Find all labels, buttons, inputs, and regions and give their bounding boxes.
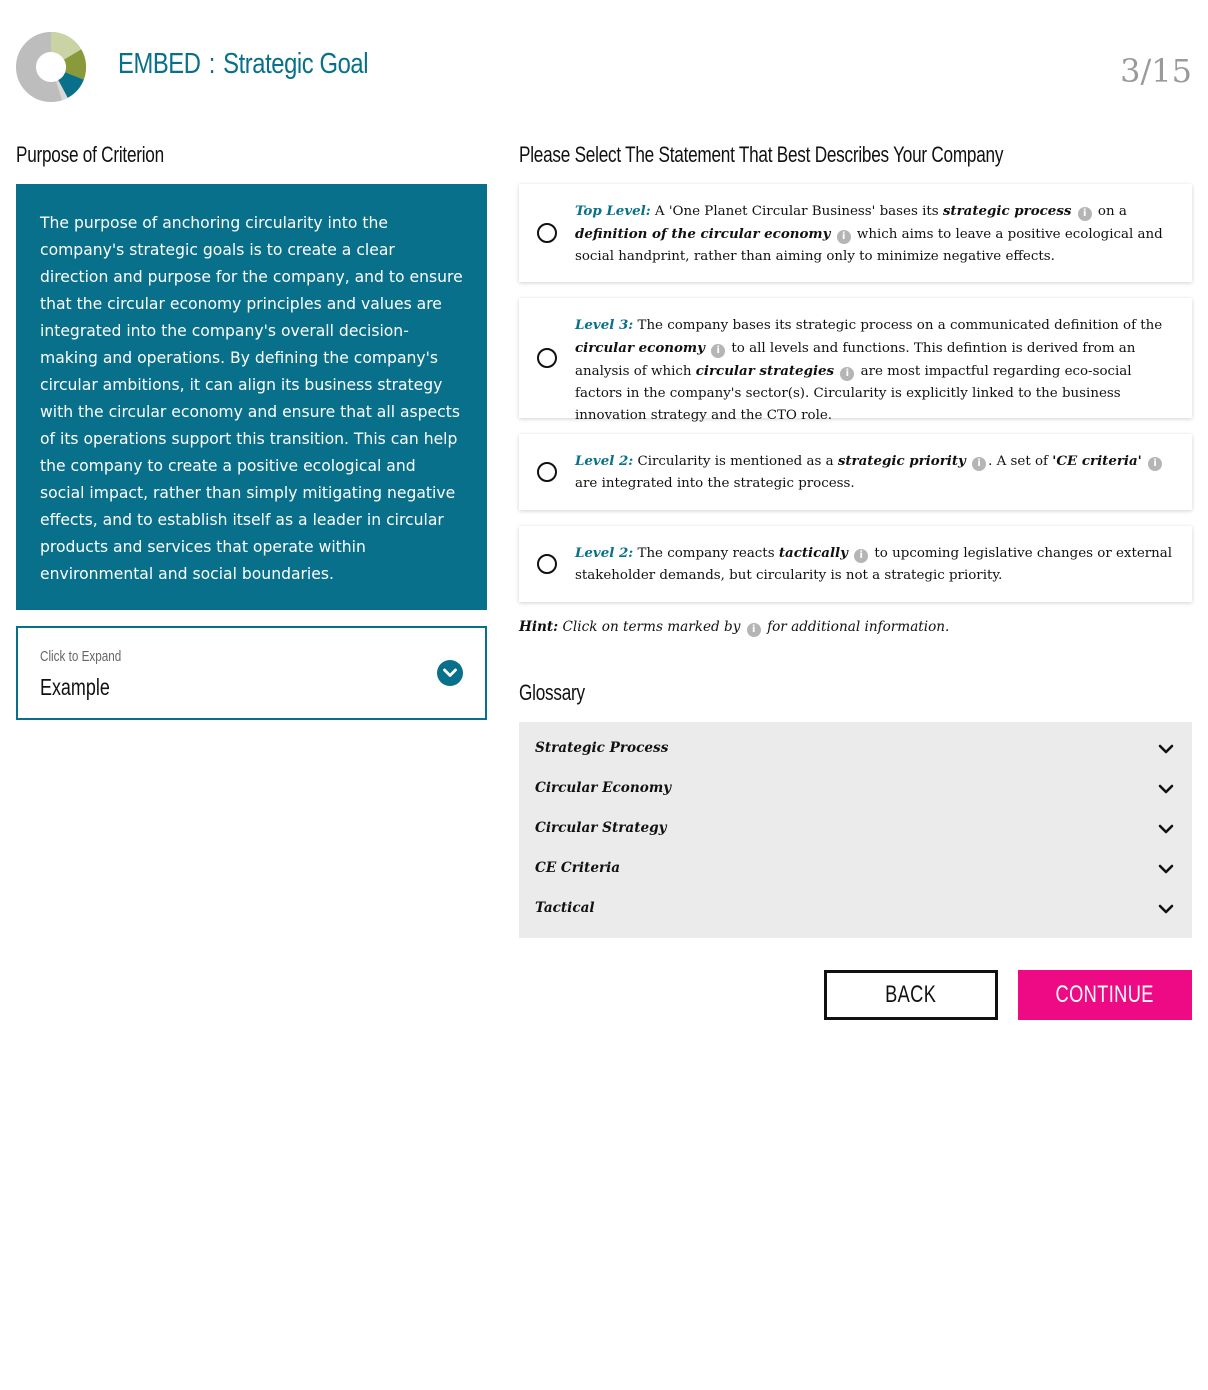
- option-text: [575, 200, 1178, 268]
- level-label: Level 3:: [575, 317, 634, 333]
- term-definition-circular-economy[interactable]: definition of the circular economy: [575, 226, 831, 242]
- info-icon[interactable]: i: [1078, 207, 1092, 221]
- term-strategic-priority[interactable]: strategic priority: [837, 453, 966, 469]
- info-icon[interactable]: i: [837, 230, 851, 244]
- example-title: Example: [40, 674, 110, 700]
- level-label: Level 2:: [575, 453, 634, 469]
- back-button[interactable]: [824, 970, 998, 1020]
- continue-button[interactable]: [1018, 970, 1192, 1020]
- info-icon[interactable]: i: [1148, 457, 1162, 471]
- radio-level-2a[interactable]: [537, 462, 557, 482]
- option-text-part: The company reacts: [633, 546, 779, 561]
- info-icon[interactable]: i: [840, 367, 854, 381]
- page-counter: 3/15: [1120, 52, 1192, 90]
- option-text: [575, 450, 1178, 495]
- purpose-panel: [16, 184, 487, 610]
- criterion-name: Strategic Goal: [223, 48, 369, 80]
- option-text-part: . A set of: [988, 454, 1053, 469]
- option-level-2a[interactable]: [519, 434, 1192, 510]
- purpose-text: The purpose of anchoring circularity into the company's strategic goals is to create a clear direction and purpose for the company, and to ensure that the circular economy principles and values are integrated into the company's overall decision-making and operations. By defining the company's circular ambitions, it can align its business strategy with the circular economy and ensure that all aspects of its operations support this transition. This can help the company to create a positive ecological and social impact, rather than simply mitigating negative effects, and to establish itself as a leader in circular products and services that operate within environmental and social boundaries.: [40, 214, 463, 583]
- title-separator: :: [208, 48, 215, 80]
- term-ce-criteria[interactable]: 'CE criteria': [1052, 453, 1142, 469]
- chevron-down-icon[interactable]: [1158, 784, 1174, 795]
- option-text: [575, 542, 1178, 587]
- chevron-down-icon[interactable]: [1158, 904, 1174, 915]
- term-circular-economy[interactable]: circular economy: [575, 340, 705, 356]
- continue-button-label: CONTINUE: [1055, 981, 1155, 1008]
- option-level-2b[interactable]: [519, 526, 1192, 602]
- glossary-item-label: CE Criteria: [535, 860, 621, 876]
- option-text-part: to upcoming legislative changes or external stakeholder demands, but circularity is not a strategic priority.: [575, 546, 1173, 583]
- term-strategic-process[interactable]: strategic process: [942, 203, 1072, 219]
- option-text-part: A 'One Planet Circular Business' bases its: [650, 204, 943, 219]
- info-icon[interactable]: i: [711, 344, 725, 358]
- back-button-label: BACK: [885, 981, 937, 1008]
- example-expander[interactable]: [16, 626, 487, 720]
- level-label: Level 2:: [575, 545, 634, 561]
- page-header: [16, 32, 1192, 104]
- hint-label: Hint:: [519, 619, 559, 635]
- option-text-part: on a: [1093, 204, 1127, 219]
- donut-progress-logo-icon: [16, 32, 86, 102]
- info-icon[interactable]: i: [854, 549, 868, 563]
- chevron-down-icon[interactable]: [1158, 864, 1174, 875]
- radio-level-2b[interactable]: [537, 554, 557, 574]
- selection-heading: Please Select The Statement That Best Describes Your Company: [519, 142, 1004, 167]
- hint-text: [519, 619, 949, 637]
- radio-top-level[interactable]: [537, 223, 557, 243]
- expand-hint: Click to Expand: [40, 648, 122, 665]
- info-icon[interactable]: i: [972, 457, 986, 471]
- hint-part: Click on terms marked by: [558, 619, 745, 635]
- option-text-part: are most impactful regarding eco-social factors in the company's sector(s). Circularity is explicitly linked to the business innovation strategy and the CTO role.: [575, 364, 1132, 423]
- chevron-down-icon[interactable]: [1158, 744, 1174, 755]
- glossary-item-tactical[interactable]: [535, 900, 1174, 924]
- glossary-item-strategic-process[interactable]: [535, 740, 1174, 764]
- option-level-3[interactable]: [519, 298, 1192, 423]
- glossary-item-circular-economy[interactable]: [535, 780, 1174, 804]
- option-text: [575, 314, 1178, 427]
- section-name: EMBED: [118, 48, 201, 80]
- option-text-part: Circularity is mentioned as a: [633, 454, 838, 469]
- chevron-down-circle-icon[interactable]: [437, 660, 463, 686]
- page-title: [118, 48, 368, 81]
- glossary-item-circular-strategy[interactable]: [535, 820, 1174, 844]
- glossary-item-label: Circular Strategy: [535, 820, 667, 836]
- chevron-down-icon[interactable]: [1158, 824, 1174, 835]
- term-circular-strategies[interactable]: circular strategies: [695, 363, 835, 379]
- option-text-part: are integrated into the strategic process.: [575, 476, 855, 491]
- hint-part: for additional information.: [762, 619, 950, 635]
- term-tactically[interactable]: tactically: [778, 545, 848, 561]
- option-top-level[interactable]: [519, 184, 1192, 282]
- glossary-heading: Glossary: [519, 680, 585, 705]
- option-text-part: which aims to leave a positive ecological and social handprint, rather than aiming only to minimize negative effects.: [575, 227, 1163, 264]
- option-text-part: The company bases its strategic process on a communicated definition of the: [633, 318, 1163, 333]
- glossary-panel: [519, 722, 1192, 938]
- level-label: Top Level:: [575, 203, 651, 219]
- glossary-item-label: Tactical: [535, 900, 595, 916]
- option-text-part: to all levels and functions. This defintion is derived from an analysis of which: [575, 341, 1136, 379]
- radio-level-3[interactable]: [537, 348, 557, 368]
- glossary-item-label: Strategic Process: [535, 740, 669, 756]
- purpose-heading: Purpose of Criterion: [16, 142, 164, 167]
- info-icon: i: [747, 623, 761, 637]
- glossary-item-ce-criteria[interactable]: [535, 860, 1174, 884]
- glossary-item-label: Circular Economy: [535, 780, 672, 796]
